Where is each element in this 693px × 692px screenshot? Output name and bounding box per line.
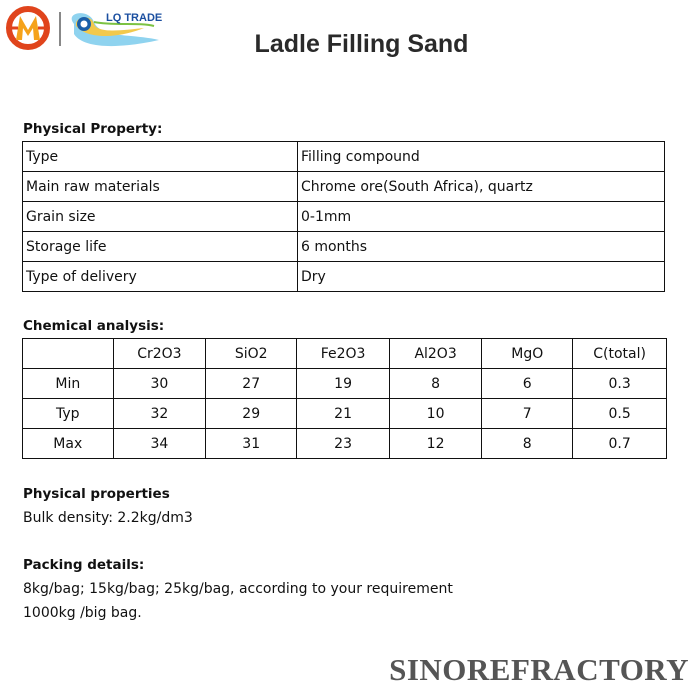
property-key: Type of delivery (23, 262, 298, 292)
table-row (23, 232, 665, 262)
property-value: 0-1mm (298, 202, 665, 232)
table-cell: 0.3 (573, 369, 667, 399)
column-header: SiO2 (206, 339, 297, 369)
table-cell: 29 (206, 399, 297, 429)
table-cell: 0.7 (573, 429, 667, 459)
column-header (23, 339, 114, 369)
table-cell: 30 (113, 369, 206, 399)
column-header: Cr2O3 (113, 339, 206, 369)
table-cell: 7 (482, 399, 573, 429)
property-value: 6 months (298, 232, 665, 262)
table-row (23, 142, 665, 172)
table-cell: 10 (389, 399, 481, 429)
column-header: Al2O3 (389, 339, 481, 369)
table-cell: 34 (113, 429, 206, 459)
table-cell: 8 (482, 429, 573, 459)
lq-trade-logo-text: LQ TRADE (106, 12, 163, 24)
packing-line: 8kg/bag; 15kg/bag; 25kg/bag, according to your requirement (23, 581, 453, 597)
physical-property-heading: Physical Property: (23, 121, 163, 137)
table-row (23, 172, 665, 202)
table-cell: 23 (297, 429, 390, 459)
property-key: Main raw materials (23, 172, 298, 202)
physical-property-table (22, 141, 665, 292)
chemical-analysis-heading: Chemical analysis: (23, 318, 165, 334)
chemical-analysis-table (22, 338, 667, 459)
table-cell: 6 (482, 369, 573, 399)
table-cell: 12 (389, 429, 481, 459)
property-key: Grain size (23, 202, 298, 232)
bulk-density-text: Bulk density: 2.2kg/dm3 (23, 510, 193, 526)
row-label: Typ (23, 399, 114, 429)
table-row (23, 262, 665, 292)
table-cell: 19 (297, 369, 390, 399)
property-key: Storage life (23, 232, 298, 262)
page-title: Ladle Filling Sand (254, 30, 469, 58)
column-header: C(total) (573, 339, 667, 369)
physical-properties-heading: Physical properties (23, 486, 170, 502)
table-row (23, 369, 667, 399)
table-cell: 31 (206, 429, 297, 459)
table-row (23, 202, 665, 232)
brand-watermark: SINOREFRACTORY (389, 652, 689, 687)
row-label: Max (23, 429, 114, 459)
column-header: Fe2O3 (297, 339, 390, 369)
property-key: Type (23, 142, 298, 172)
packing-line: 1000kg /big bag. (23, 605, 142, 621)
property-value: Chrome ore(South Africa), quartz (298, 172, 665, 202)
column-header: MgO (482, 339, 573, 369)
table-cell: 32 (113, 399, 206, 429)
table-cell: 0.5 (573, 399, 667, 429)
table-row (23, 399, 667, 429)
row-label: Min (23, 369, 114, 399)
table-row (23, 429, 667, 459)
packing-details-heading: Packing details: (23, 557, 145, 573)
table-cell: 27 (206, 369, 297, 399)
table-cell: 21 (297, 399, 390, 429)
property-value: Dry (298, 262, 665, 292)
table-header-row (23, 339, 667, 369)
table-cell: 8 (389, 369, 481, 399)
property-value: Filling compound (298, 142, 665, 172)
